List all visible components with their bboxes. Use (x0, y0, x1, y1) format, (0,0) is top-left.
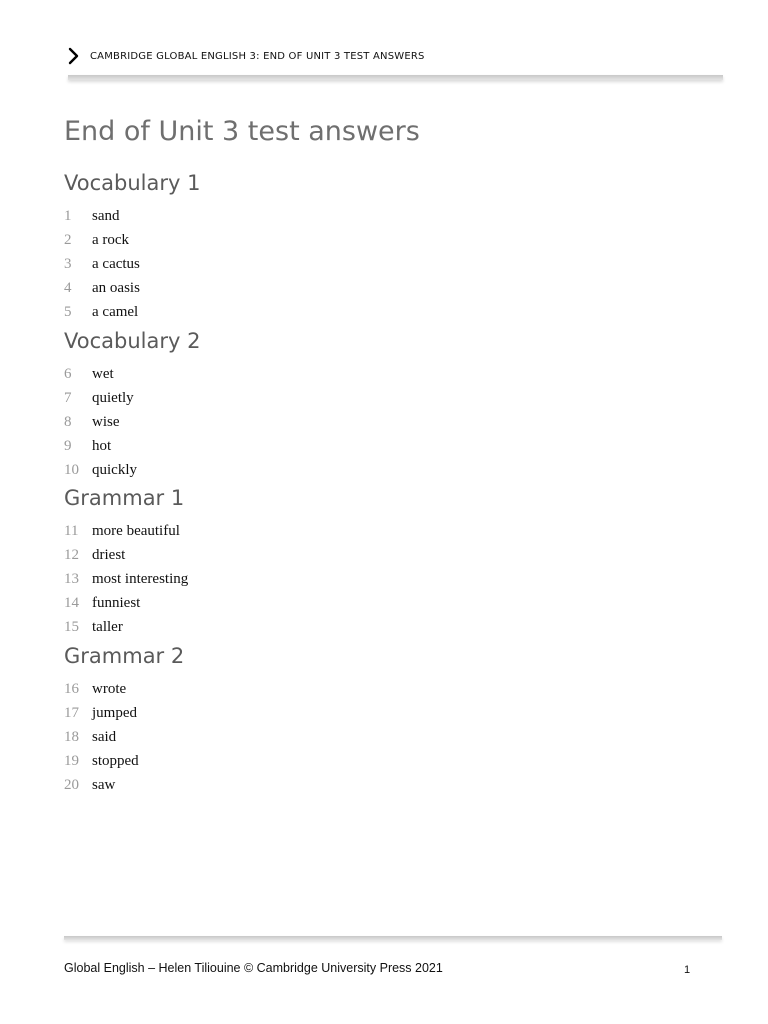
answer-number: 6 (64, 365, 72, 382)
answer-text: jumped (92, 704, 137, 721)
answer-text: a camel (92, 303, 139, 320)
answer-number: 5 (64, 303, 72, 320)
answer-number: 3 (64, 255, 72, 272)
section-heading: Vocabulary 2 (64, 329, 201, 353)
answer-number: 1 (64, 207, 72, 224)
answer-item (64, 434, 464, 458)
answer-text: funniest (92, 594, 141, 611)
answer-number: 15 (64, 618, 79, 635)
answer-item (64, 228, 464, 252)
answer-text: more beautiful (92, 522, 180, 539)
answer-number: 13 (64, 570, 79, 587)
section-grammar-1 (64, 485, 464, 639)
answer-item (64, 591, 464, 615)
answer-number: 20 (64, 776, 79, 793)
answer-text: quickly (92, 461, 137, 478)
answer-number: 14 (64, 594, 79, 611)
answer-number: 7 (64, 389, 72, 406)
answer-text: sand (92, 207, 120, 224)
answer-item (64, 300, 464, 324)
answer-number: 11 (64, 522, 79, 539)
footer-copyright: Global English – Helen Tiliouine © Cambridge University Press 2021 (64, 961, 443, 975)
answer-text: a cactus (92, 255, 140, 272)
answer-item (64, 252, 464, 276)
answer-item (64, 204, 464, 228)
chevron-right-icon (64, 46, 84, 66)
answer-number: 2 (64, 231, 72, 248)
answer-item (64, 567, 464, 591)
answer-number: 16 (64, 680, 79, 697)
answer-item (64, 749, 464, 773)
footer-divider (64, 936, 722, 940)
answer-text: taller (92, 618, 123, 635)
answer-number: 17 (64, 704, 79, 721)
answer-number: 10 (64, 461, 79, 478)
page-number: 1 (684, 964, 691, 976)
answer-item (64, 362, 464, 386)
answer-text: wise (92, 413, 120, 430)
answer-text: wet (92, 365, 114, 382)
answer-item (64, 701, 464, 725)
page-header (64, 44, 724, 68)
answer-item (64, 677, 464, 701)
answer-text: wrote (92, 680, 127, 697)
header-divider (68, 75, 723, 80)
answer-text: driest (92, 546, 126, 563)
answer-text: a rock (92, 231, 130, 248)
answer-item (64, 458, 464, 482)
answer-number: 4 (64, 279, 72, 296)
answer-text: said (92, 728, 117, 745)
section-heading: Grammar 1 (64, 486, 185, 510)
answer-item (64, 543, 464, 567)
answer-text: saw (92, 776, 116, 793)
answer-item (64, 615, 464, 639)
answer-text: most interesting (92, 570, 189, 587)
answer-number: 8 (64, 413, 72, 430)
section-grammar-2 (64, 643, 464, 797)
answer-text: stopped (92, 752, 139, 769)
section-vocabulary-1 (64, 170, 464, 324)
answer-item (64, 725, 464, 749)
answer-text: quietly (92, 389, 134, 406)
answer-item (64, 410, 464, 434)
page-title: End of Unit 3 test answers (64, 116, 420, 147)
section-heading: Vocabulary 1 (64, 171, 201, 195)
answer-number: 12 (64, 546, 79, 563)
answer-item (64, 386, 464, 410)
section-heading: Grammar 2 (64, 644, 185, 668)
answer-text: an oasis (92, 279, 140, 296)
answer-item (64, 519, 464, 543)
answer-number: 19 (64, 752, 79, 769)
answer-item (64, 773, 464, 797)
answer-text: hot (92, 437, 112, 454)
answer-item (64, 276, 464, 300)
header-title: CAMBRIDGE GLOBAL ENGLISH 3: END OF UNIT 3 TEST ANSWERS (90, 50, 425, 62)
section-vocabulary-2 (64, 328, 464, 482)
answer-number: 9 (64, 437, 72, 454)
answer-number: 18 (64, 728, 79, 745)
